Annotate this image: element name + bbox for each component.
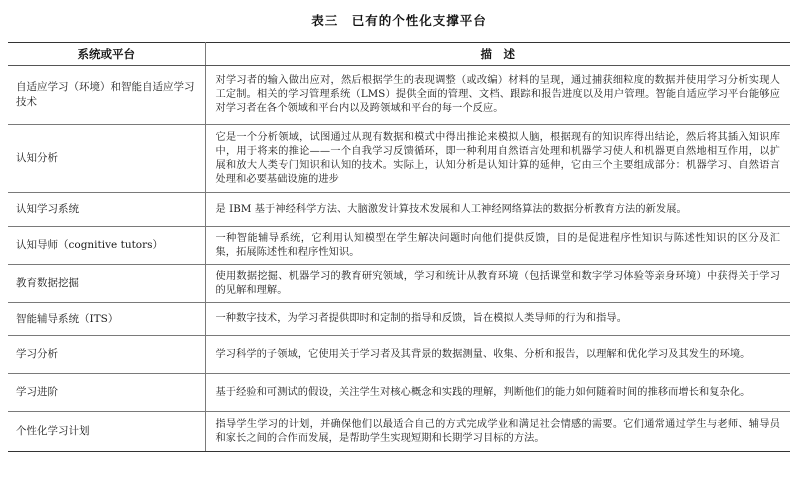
platform-description-cell: 对学习者的输入做出应对，然后根据学生的表现调整（或改编）材料的呈现，通过捕获细粒度的数据并使用学习分析实现人工定制。相关的学习管理系统（LMS）提供全面的管理、文档、跟踪和报告进度以及用户管理。智能自适应学习平台能够应对学习者在各个领域和平台内以及跨领域和平台的每一个反应。 (205, 66, 790, 125)
platform-description-cell: 它是一个分析领域，试图通过从现有数据和模式中得出推论来模拟人脑，根据现有的知识库得出结论，然后将其插入知识库中，用于将来的推论——一个自我学习反馈循环，即一种利用自然语言处理和机器学习使人和机器更自然地相互作用，以扩展和放大人类专门知识和认知的技术。实际上，认知分析是认知计算的延伸，它由三个主要组成部分：机器学习、自然语言处理和必要基础设施的进步 (205, 125, 790, 193)
table-row (8, 336, 790, 374)
table-row (8, 303, 790, 336)
table-row (8, 265, 790, 303)
table-header (8, 43, 790, 66)
platform-description-cell: 使用数据挖掘、机器学习的教育研究领域，学习和统计从教育环境（包括课堂和数字学习体验等亲身环境）中获得关于学习的见解和理解。 (205, 265, 790, 303)
platform-name-cell: 认知学习系统 (8, 193, 205, 227)
platform-description-cell: 学习科学的子领域，它使用关于学习者及其背景的数据测量、收集、分析和报告，以理解和优化学习及其发生的环境。 (205, 336, 790, 374)
table-row (8, 193, 790, 227)
header-row (8, 43, 790, 66)
table-row (8, 412, 790, 452)
platform-name-cell: 学习分析 (8, 336, 205, 374)
platform-name-cell: 个性化学习计划 (8, 412, 205, 452)
table-row (8, 374, 790, 412)
platform-name-cell: 认知导师（cognitive tutors） (8, 227, 205, 265)
platform-description-cell: 一种智能辅导系统，它利用认知模型在学生解决问题时向他们提供反馈，目的是促进程序性知识与陈述性知识的区分及汇集，拓展陈述性和程序性知识。 (205, 227, 790, 265)
platform-name-cell: 智能辅导系统（ITS） (8, 303, 205, 336)
platform-description-cell: 指导学生学习的计划，并确保他们以最适合自己的方式完成学业和满足社会情感的需要。它们通常通过学生与老师、辅导员和家长之间的合作而发展，是帮助学生实现短期和长期学习目标的方法。 (205, 412, 790, 452)
header-description: 描 述 (205, 43, 790, 66)
table-row (8, 125, 790, 193)
header-system-or-platform: 系统或平台 (8, 43, 205, 66)
platform-name-cell: 教育数据挖掘 (8, 265, 205, 303)
platform-description-cell: 一种数字技术，为学习者提供即时和定制的指导和反馈，旨在模拟人类导师的行为和指导。 (205, 303, 790, 336)
platform-description-cell: 基于经验和可测试的假设，关注学生对核心概念和实践的理解，判断他们的能力如何随着时间的推移而增长和复杂化。 (205, 374, 790, 412)
table-row (8, 66, 790, 125)
platform-name-cell: 自适应学习（环境）和智能自适应学习技术 (8, 66, 205, 125)
table-body (8, 66, 790, 452)
table-row (8, 227, 790, 265)
table-caption: 表三 已有的个性化支撑平台 (311, 13, 487, 28)
platform-table (8, 42, 790, 452)
platform-description-cell: 是 IBM 基于神经科学方法、大脑激发计算技术发展和人工神经网络算法的数据分析教育方法的新发展。 (205, 193, 790, 227)
platform-name-cell: 学习进阶 (8, 374, 205, 412)
document-page (8, 0, 790, 480)
platform-name-cell: 认知分析 (8, 125, 205, 193)
